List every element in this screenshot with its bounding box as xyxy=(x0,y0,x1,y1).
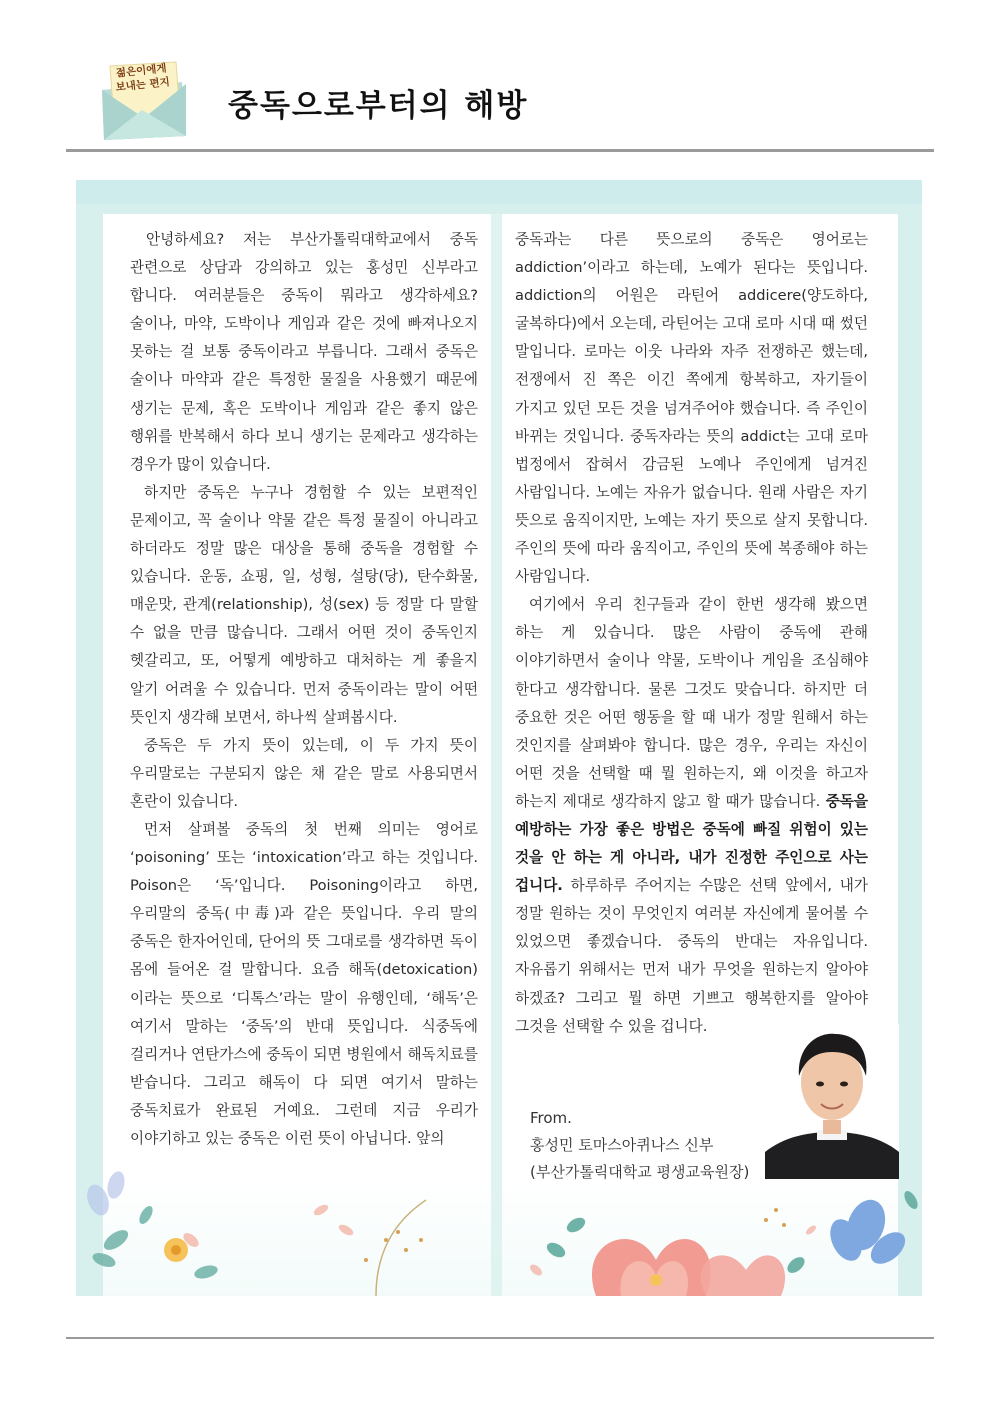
paragraph-poisoning: 먼저 살펴볼 중독의 첫 번째 의미는 영어로 ‘poisoning’ 또는 ‘intoxication’라고 하는 것입니다. Poison은 ‘독’입니다. Poisoning이라고 하면, 우리말의 중독(中毒)과 같은 뜻입니다. 우리 말의 중독은 한자어인데, 단어의 뜻 그대로를 생각하면 독이 몸에 들어온 걸 말합니다. 요즘 해독(detoxication)이라는 뜻으로 ‘디톡스’라는 말이 유행인데, ‘해독’은 여기서 말하는 ‘중독’의 반대 뜻입니다. 식중독에 걸리거나 연탄가스에 중독이 되면 병원에서 해독치료를 받습니다. 그리고 해독이 다 되면 여기서 말하는 중독치료가 완료된 거예요. 그런데 지금 우리가 이야기하고 있는 중독은 이런 뜻이 아닙니다. 앞의 xyxy=(130,820,478,1147)
article-left-column xyxy=(130,226,478,1153)
column-gutter xyxy=(491,214,502,1296)
top-divider xyxy=(66,149,934,152)
conclusion-text-start: 여기에서 우리 친구들과 같이 한번 생각해 봤으면 하는 게 있습니다. 많은 사람이 중독에 관해 이야기하면서 술이나 약물, 도박이나 게임을 조심해야 한다고 생각합니다. 물론 그것도 맞습니다. 하지만 더 중요한 것은 어떤 행동을 할 때 내가 정말 원해서 하는 것인지를 살펴봐야 합니다. 많은 경우, 우리는 자신이 어떤 것을 선택할 때 뭘 원하는지, 왜 이것을 하고자 하는지 제대로 생각하지 않고 할 때가 많습니다. xyxy=(515,596,868,810)
frame-top-band xyxy=(76,180,922,204)
right-panel-bottom xyxy=(502,1180,898,1296)
paragraph-two-meanings: 중독은 두 가지 뜻이 있는데, 이 두 가지 뜻이 우리말로는 구분되지 않은 채 같은 말로 사용되면서 혼란이 있습니다. xyxy=(130,736,478,810)
paragraph-conclusion xyxy=(515,591,868,1041)
signature-name: 홍성민 토마스아퀴나스 신부 xyxy=(530,1136,714,1154)
letter-badge-label: 젊은이에게 보내는 편지 xyxy=(115,62,171,94)
signature-block xyxy=(530,1105,749,1186)
paragraph-addiction: 중독과는 다른 뜻으로의 중독은 영어로는 addiction’이라고 하는데, 노예가 된다는 뜻입니다. addiction의 어원은 라틴어 addicere(양도하다, 굴복하다)에서 오는데, 라틴어는 고대 로마 시대 때 썼던 말입니다. 로마는 이웃 나라와 자주 전쟁하곤 했는데, 전쟁에서 진 쪽은 이긴 쪽에게 항복하고, 자기들이 가지고 있던 모든 것을 넘겨주어야 했습니다. 즉 주인이 바뀌는 것입니다. 중독자라는 뜻의 addict는 고대 로마 법정에서 잡혀서 감금된 노예나 주인에게 넘겨진 사람입니다. 노예는 자유가 없습니다. 원래 사람은 자기 뜻으로 움직이지만, 노예는 자기 뜻으로 살지 못합니다. 주인의 뜻에 따라 움직이고, 주인의 뜻에 복종해야 하는 사람입니다. xyxy=(515,231,868,586)
author-photo xyxy=(765,1024,899,1179)
left-panel-bottom xyxy=(103,1180,491,1296)
signature-role: (부산가톨릭대학교 평생교육원장) xyxy=(530,1163,750,1181)
paragraph-universal: 하지만 중독은 누구나 경험할 수 있는 보편적인 문제이고, 꼭 술이나 약물 같은 특정 물질이 아니라고 하더라도 정말 많은 대상을 통해 중독을 경험할 수 있습니다. 운동, 쇼핑, 일, 성형, 설탕(당), 탄수화물, 매운맛, 관계(relationship), 성(sex) 등 정말 다 말할 수 없을 만큼 많습니다. 그래서 어떤 것이 중독인지 헷갈리고, 또, 어떻게 예방하고 대처하는 게 좋을지 알기 어려울 수 있습니다. 먼저 중독이라는 말이 어떤 뜻인지 생각해 보면서, 하나씩 살펴봅시다. xyxy=(130,483,478,726)
paragraph-intro: 안녕하세요? 저는 부산가톨릭대학교에서 중독 관련으로 상담과 강의하고 있는 홍성민 신부라고 합니다. 여러분들은 중독이 뭐라고 생각하세요? 술이나, 마약, 도박이나 게임과 같은 것에 빠져나오지 못하는 걸 보통 중독이라고 부릅니다. 그래서 중독은 술이나 마약과 같은 특정한 물질을 사용했기 때문에 생기는 문제, 혹은 도박이나 게임과 같은 좋지 않은 행위를 반복해서 하다 보니 생기는 문제라고 생각하는 경우가 많이 있습니다. xyxy=(130,231,478,473)
conclusion-text-end: 하루하루 주어지는 수많은 선택 앞에서, 내가 정말 원하는 것이 무엇인지 여러분 자신에게 물어볼 수 있었으면 좋겠습니다. 중독의 반대는 자유입니다. 자유롭기 위해서는 먼저 내가 무엇을 원하는지 알아야 하겠죠? 그리고 뭘 하면 기쁘고 행복한지를 알아야 그것을 선택할 수 있을 겁니다. xyxy=(515,877,868,1035)
article-right-column xyxy=(515,226,868,1041)
page-title: 중독으로부터의 해방 xyxy=(228,88,529,124)
signature-from: From. xyxy=(530,1109,572,1127)
bottom-divider xyxy=(66,1337,934,1339)
page-header xyxy=(0,0,992,152)
key-message: 중독을 예방하는 가장 좋은 방법은 중독에 빠질 위험이 있는 것을 안 하는 게 아니라, 내가 진정한 주인으로 사는 겁니다. xyxy=(515,792,868,895)
